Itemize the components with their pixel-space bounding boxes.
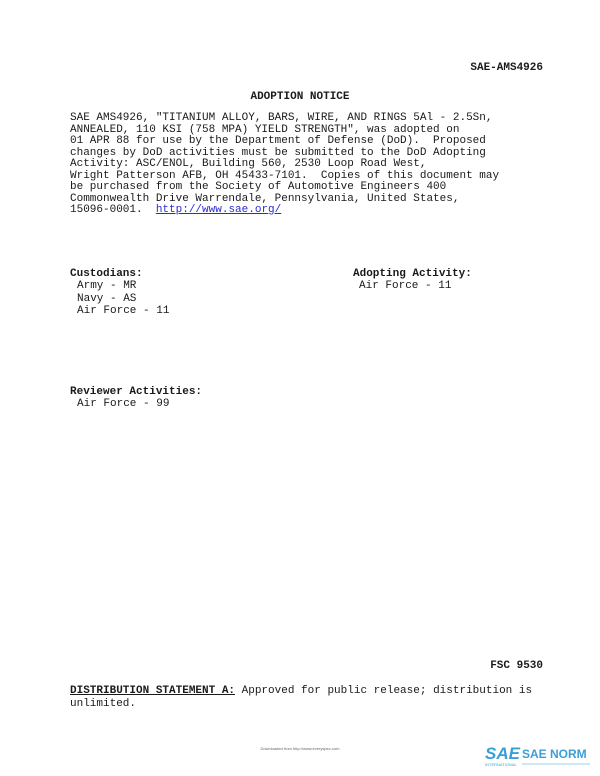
- body-line-8: Commonwealth Drive Warrendale, Pennsylvania, United States,: [70, 192, 460, 205]
- body-line-7: be purchased from the Society of Automotive Engineers 400: [70, 181, 447, 193]
- reviewer-activities-heading: Reviewer Activities:: [70, 386, 203, 398]
- distribution-text: Approved for public release; distribution is unlimited.: [70, 685, 533, 710]
- body-line-4: changes by DoD activities must be submitted to the DoD Adopting: [70, 146, 486, 159]
- custodian-row: Air Force - 11: [77, 305, 170, 317]
- distribution-statement: [70, 685, 550, 710]
- notice-title: ADOPTION NOTICE: [250, 91, 350, 103]
- document-id: SAE-AMS4926: [470, 62, 543, 74]
- body-line-1: SAE AMS4926, "TITANIUM ALLOY, BARS, WIRE, AND RINGS 5Al - 2.5Sn,: [70, 112, 493, 124]
- sae-website-link[interactable]: http://www.sae.org/: [155, 204, 282, 216]
- logo-subtext: INTERNATIONAL: [485, 762, 517, 767]
- custodians-heading: Custodians:: [70, 268, 143, 280]
- fsc-code: FSC 9530: [490, 660, 543, 672]
- custodian-row: Navy - AS: [77, 293, 137, 305]
- custodian-row: Army - MR: [77, 280, 137, 292]
- reviewer-row: Air Force - 99: [77, 398, 170, 410]
- body-line-9: 15096-0001.: [70, 204, 156, 216]
- adopting-activity-heading: Adopting Activity:: [353, 268, 472, 280]
- body-line-3: 01 APR 88 for use by the Department of Defense (DoD). Proposed: [70, 135, 486, 147]
- body-line-2: ANNEALED, 110 KSI (758 MPA) YIELD STRENGTH", was adopted on: [70, 123, 460, 136]
- logo-mark: SAE: [485, 744, 520, 763]
- body-line-6: Wright Patterson AFB, OH 45433-7101. Copies of this document may: [70, 169, 500, 182]
- sae-norm-logo: [484, 742, 594, 768]
- distribution-label: DISTRIBUTION STATEMENT A:: [70, 685, 236, 697]
- notice-body: [70, 113, 550, 217]
- adopting-activity-row: Air Force - 11: [359, 280, 452, 292]
- body-line-5: Activity: ASC/ENOL, Building 560, 2530 Loop Road West,: [70, 158, 427, 170]
- logo-text: SAE NORM: [522, 747, 587, 761]
- download-source-note: Downloaded from http://www.everyspec.com: [260, 746, 340, 751]
